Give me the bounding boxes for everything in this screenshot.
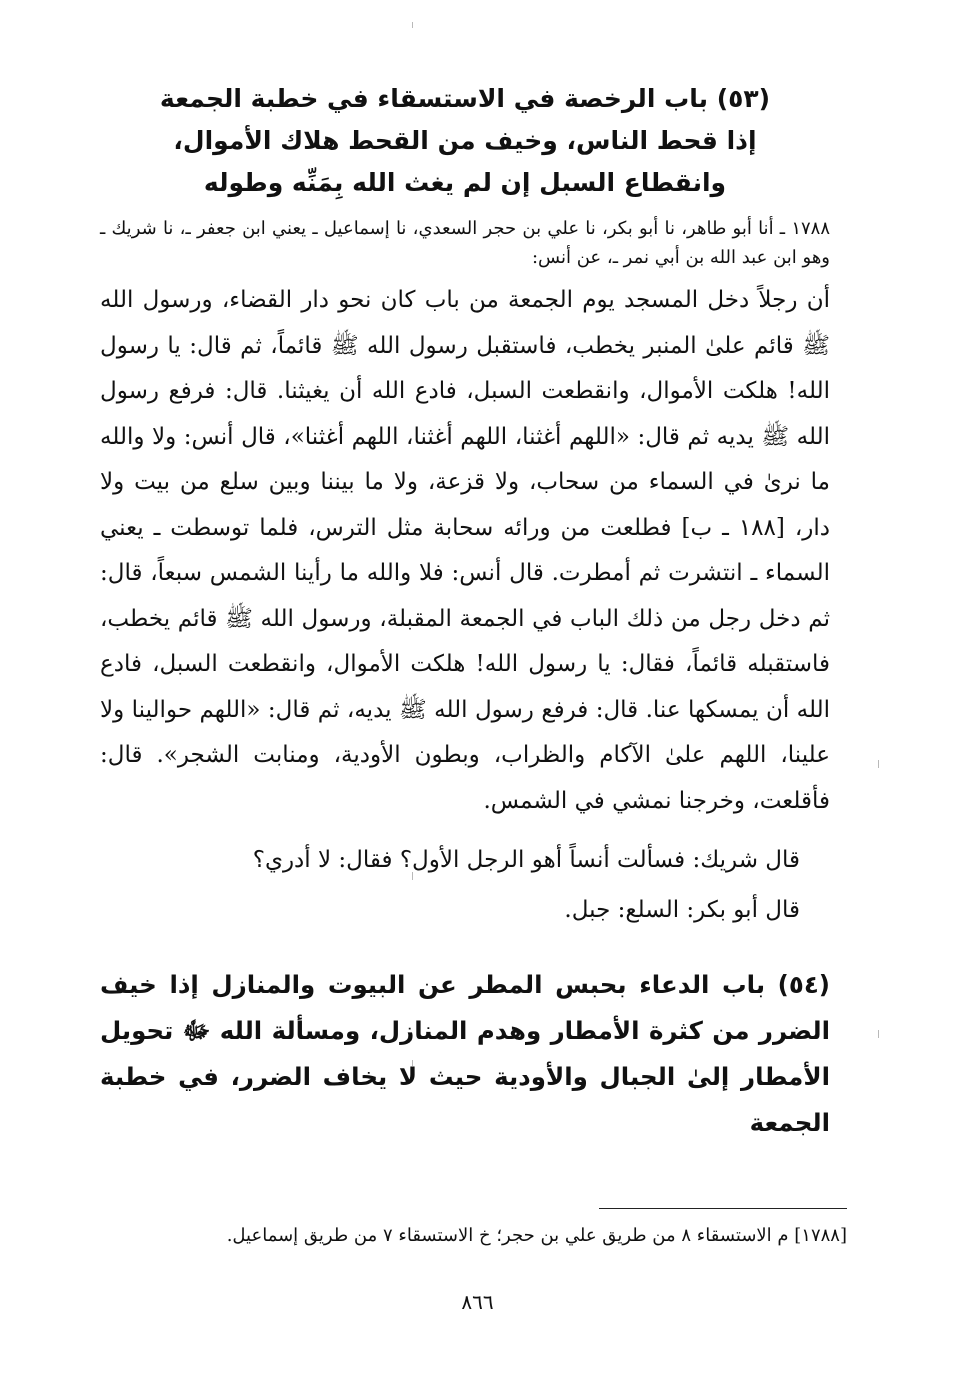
- hadith-isnad: ١٧٨٨ ـ أنا أبو طاهر، نا أبو بكر، نا علي بن حجر السعدي، نا إسماعيل ـ يعني ابن جعفر ـ، نا شريك ـ وهو ابن عبد الله بن أبي نمر ـ، عن أنس:: [100, 218, 830, 268]
- narrator-note-sharik: قال شريك: فسألت أنساً أهو الرجل الأول؟ فقال: لا أدري؟: [252, 847, 800, 873]
- chapter-53-title-line: إذا قحط الناس، وخيف من القحط هلاك الأموال،: [173, 126, 757, 155]
- chapter-53-title-line: (٥٣) باب الرخصة في الاستسقاء في خطبة الجمعة: [159, 84, 771, 113]
- footnote: [١٧٨٨] م الاستسقاء ٨ من طريق علي بن حجر؛ خ الاستسقاء ٧ من طريق إسماعيل.: [226, 1225, 847, 1246]
- scan-mark: [412, 22, 413, 28]
- chapter-53-title: [100, 78, 830, 204]
- chapter-53-title-line: وانقطاع السبل إن لم يغث الله بِمَنِّه وطوله: [203, 168, 727, 197]
- page-number: ٨٦٦: [461, 1290, 494, 1314]
- chapter-54-title: (٥٤) باب الدعاء بحبس المطر عن البيوت والمنازل إذا خيف الضرر من كثرة الأمطار وهدم المنازل، ومسألة الله ﷻ تحويل الأمطار إلىٰ الجبال والأودية حيث لا يخاف الضرر، في خطبة الجمعة: [100, 970, 830, 1137]
- scan-mark: [878, 760, 879, 768]
- page-body: [100, 78, 830, 1146]
- footnote-divider: [599, 1208, 847, 1209]
- narrator-note-abubakr: قال أبو بكر: السلع: جبل.: [564, 897, 800, 923]
- hadith-matn: أن رجلاً دخل المسجد يوم الجمعة من باب كان نحو دار القضاء، ورسول الله ﷺ قائم علىٰ المنبر يخطب، فاستقبل رسول الله ﷺ قائماً، ثم قال: يا رسول الله! هلكت الأموال، وانقطعت السبل، فادع الله أن يغيثنا. قال: فرفع رسول الله ﷺ يديه ثم قال: «اللهم أغثنا، اللهم أغثنا، اللهم أغثنا»، قال أنس: ولا والله ما نرىٰ في السماء من سحاب، ولا قزعة، ولا ما بيننا وبين سلع من بيت ولا دار، [١٨٨ ـ ب] فطلعت من ورائه سحابة مثل الترس، فلما توسطت ـ يعني السماء ـ انتشرت ثم أمطرت. قال أنس: فلا والله ما رأينا الشمس سبعاً، قال: ثم دخل رجل من ذلك الباب في الجمعة المقبلة، ورسول الله ﷺ قائم يخطب، فاستقبله قائماً، فقال: يا رسول الله! هلكت الأموال، وانقطعت السبل، فادع الله أن يمسكها عنا. قال: فرفع رسول الله ﷺ يديه، ثم قال: «اللهم حوالينا ولا علينا، اللهم علىٰ الآكام والظراب، وبطون الأودية، ومنابت الشجر». قال: فأقلعت، وخرجنا نمشي في الشمس.: [100, 287, 830, 814]
- scan-mark: [878, 1030, 879, 1038]
